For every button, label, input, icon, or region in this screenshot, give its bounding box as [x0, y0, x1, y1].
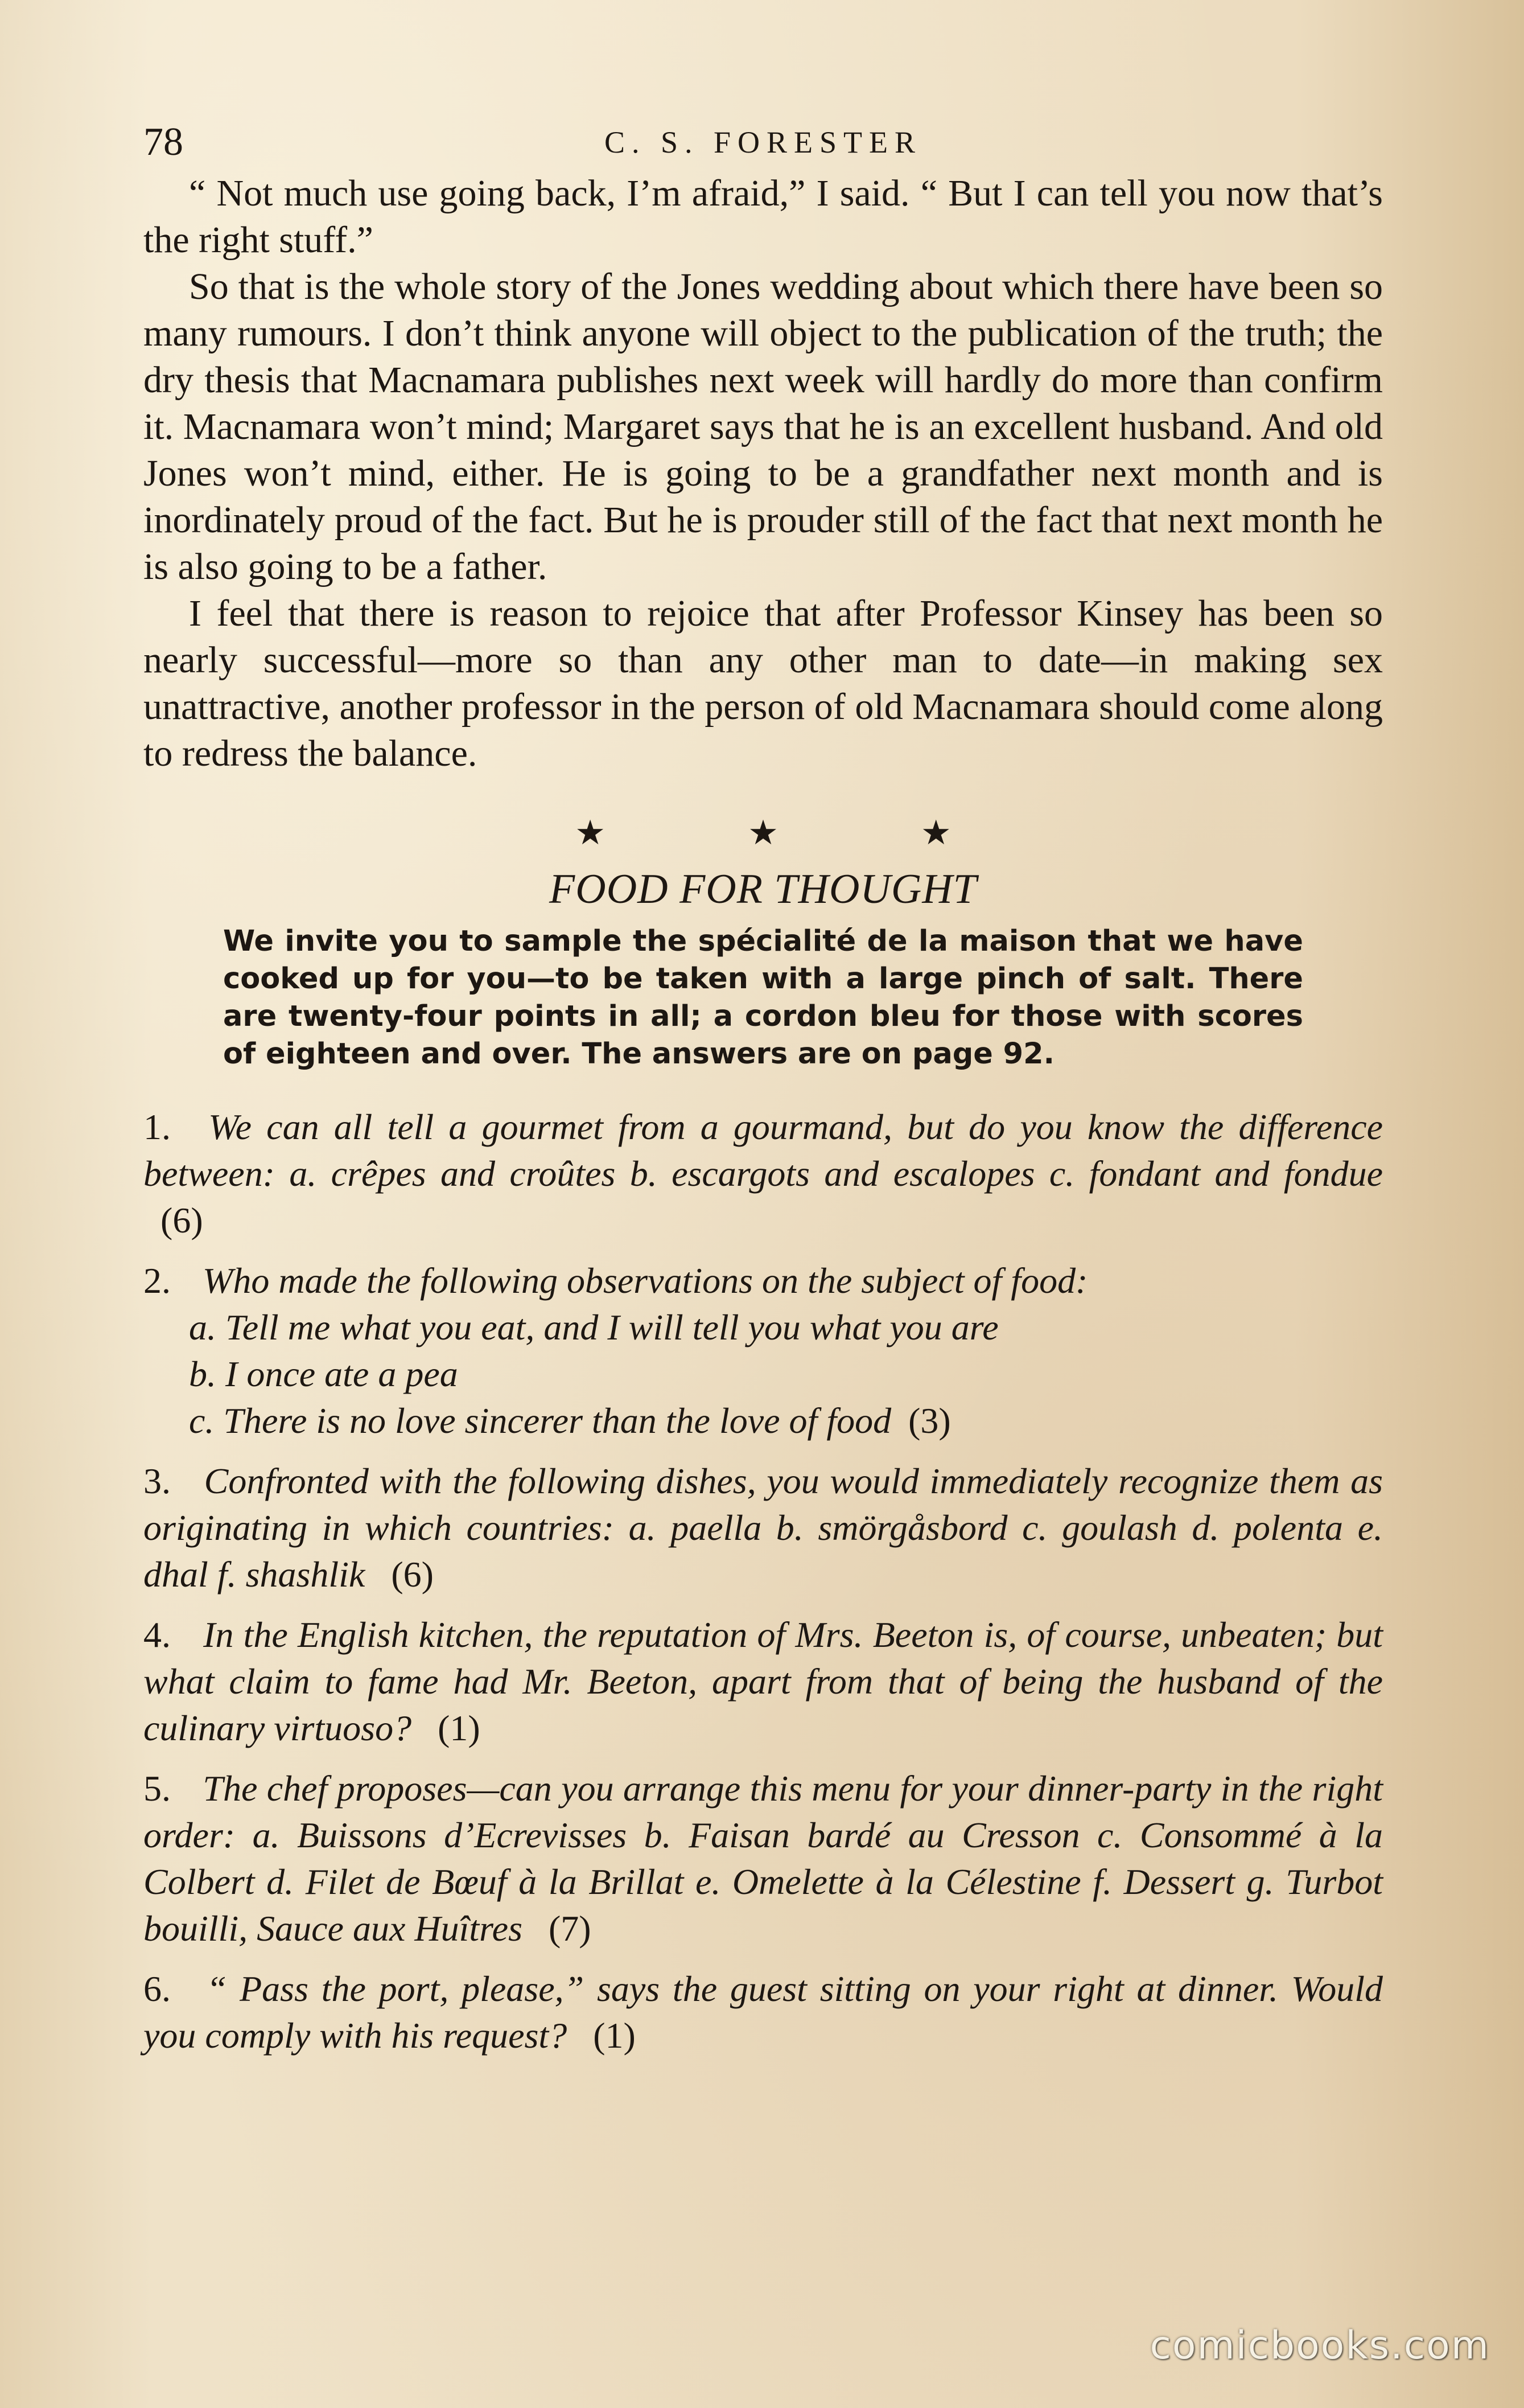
question-number: 6. [143, 1969, 171, 2009]
question-3 [143, 1458, 1383, 1598]
question-subitem: b. I once ate a pea [189, 1354, 458, 1394]
question-points: (1) [438, 1708, 480, 1748]
star-icon: ★ [575, 814, 606, 852]
question-text: In the English kitchen, the reputation of Mrs. Beeton is, of course, unbeaten; but what claim to fame had Mr. Beeton, apart from that of being the husband of the culinary virtuoso? [143, 1614, 1383, 1748]
question-4 [143, 1612, 1383, 1752]
question-5 [143, 1765, 1383, 1952]
star-icon: ★ [748, 814, 779, 852]
section-separator [143, 810, 1383, 856]
question-points: (7) [548, 1908, 591, 1949]
quiz-title: FOOD FOR THOUGHT [549, 866, 977, 913]
question-2 [143, 1258, 1383, 1444]
question-6 [143, 1966, 1383, 2059]
paragraph: I feel that there is reason to rejoice that after Professor Kinsey has been so nearly successful—more so than any other man to date—in making sex unattractive, another professor in the person of old Macnamara should come along to redress the balance. [143, 593, 1383, 774]
book-page [143, 117, 1383, 2073]
question-subitem: c. There is no love sincerer than the love of food [189, 1400, 892, 1441]
question-number: 1. [143, 1107, 171, 1147]
page-number: 78 [143, 120, 183, 164]
question-number: 4. [143, 1614, 171, 1655]
question-text: “ Pass the port, please,” says the guest sitting on your right at dinner. Would you comply with his request? [143, 1969, 1383, 2056]
running-head [143, 117, 1383, 168]
question-points: (3) [908, 1400, 951, 1441]
question-text: Who made the following observations on the subject of food: [203, 1260, 1088, 1301]
paragraph: So that is the whole story of the Jones wedding about which there have been so many rumours. I don’t think anyone will object to the publication of the truth; the dry thesis that Macnamara publishes next week will hardly do more than confirm it. Macnamara won’t mind; Margaret says that he is an excellent husband. And old Jones won’t mind, either. He is going to be a grandfather next month and is inordinately proud of the fact. But he is prouder still of the fact that next month he is also going to be a father. [143, 266, 1383, 587]
question-subitem: a. Tell me what you eat, and I will tell you what you are [189, 1307, 999, 1347]
question-points: (6) [391, 1554, 434, 1595]
question-text: We can all tell a gourmet from a gourmand, but do you know the difference between: a. crêpes and croûtes b. escargots and escalopes c. fondant and fondue [143, 1107, 1383, 1194]
question-number: 3. [143, 1461, 171, 1501]
question-1 [143, 1104, 1383, 1244]
question-number: 5. [143, 1768, 171, 1809]
question-text: Confronted with the following dishes, you would immediately recognize them as originating in which countries: a. paella b. smörgåsbord c. goulash d. polenta e. dhal f. shashlik [143, 1461, 1383, 1595]
running-title: C. S. FORESTER [604, 125, 922, 159]
question-points: (1) [593, 2015, 636, 2056]
paragraph: “ Not much use going back, I’m afraid,” I said. “ But I can tell you now that’s the right stuff.” [143, 172, 1383, 261]
question-subitem-last [143, 1398, 1383, 1444]
question-points: (6) [160, 1200, 203, 1240]
question-number: 2. [143, 1260, 171, 1301]
story-text [143, 170, 1383, 777]
star-icon: ★ [920, 814, 952, 852]
quiz-questions [143, 1104, 1383, 2059]
quiz-intro: We invite you to sample the spécialité de la maison that we have cooked up for you—to be taken with a large pinch of salt. There are twenty-four points in all; a cordon bleu for those with scores of eighteen and over. The answers are on page 92. [223, 924, 1303, 1071]
question-text: The chef proposes—can you arrange this menu for your dinner-party in the right order: a. Buissons d’Ecrevisses b. Faisan bardé au Cresson c. Consommé à la Colbert d. Filet de Bœuf à la Brillat e. Omelette à la Célestine f. Dessert g. Turbot bouilli, Sauce aux Huîtres [143, 1768, 1383, 1949]
watermark: comicbooks.com [1150, 2323, 1490, 2368]
